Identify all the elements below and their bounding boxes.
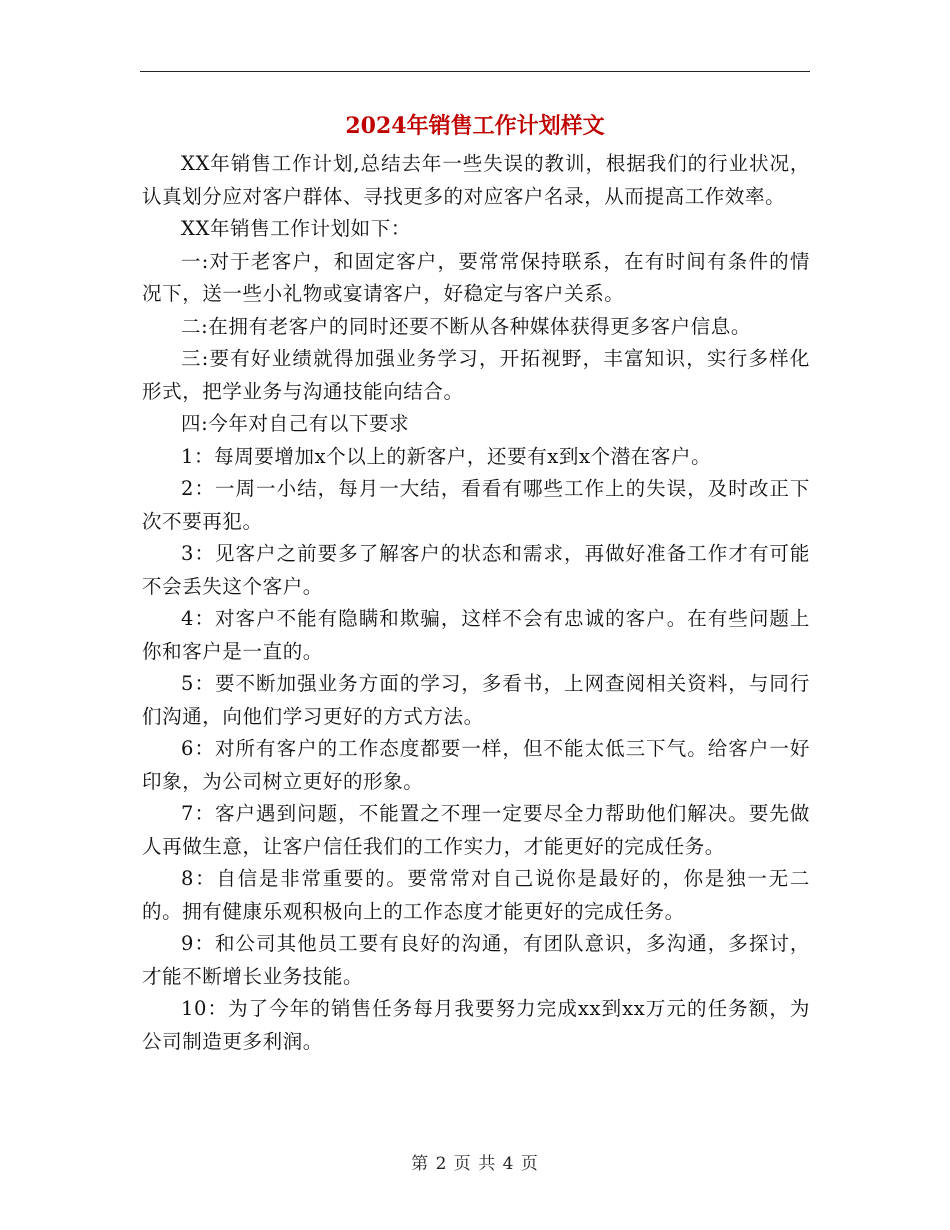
requirement-1: 1：每周要增加x个以上的新客户，还要有x到x个潜在客户。 [181, 444, 712, 468]
requirement-9: 9：和公司其他员工要有良好的沟通，有团队意识，多沟通，多探讨，才能不断增长业务技能。 [142, 932, 810, 988]
requirement-8: 8：自信是非常重要的。要常常对自己说你是最好的，你是独一无二的。拥有健康乐观积极向上的工作态度才能更好的完成任务。 [142, 867, 810, 923]
paragraph-item-2: 二:在拥有老客户的同时还要不断从各种媒体获得更多客户信息。 [181, 314, 751, 338]
header-rule [140, 71, 810, 72]
paragraph-plan-heading: XX年销售工作计划如下： [181, 217, 411, 240]
document-title: 2024年销售工作计划样文 [345, 113, 605, 139]
paragraph-item-1: 一:对于老客户，和固定客户，要常常保持联系，在有时间有条件的情况下，送一些小礼物或宴请客户，好稳定与客户关系。 [142, 249, 810, 305]
requirement-5: 5：要不断加强业务方面的学习，多看书，上网查阅相关资料，与同行们沟通，向他们学习更好的方式方法。 [142, 672, 810, 728]
paragraph-item-3: 三:要有好业绩就得加强业务学习，开拓视野，丰富知识，实行多样化形式，把学业务与沟通技能向结合。 [142, 347, 810, 403]
requirement-3: 3：见客户之前要多了解客户的状态和需求，再做好准备工作才有可能不会丢失这个客户。 [142, 542, 810, 598]
document-body [142, 148, 810, 1058]
requirement-7: 7：客户遇到问题，不能置之不理一定要尽全力帮助他们解决。要先做人再做生意，让客户信任我们的工作实力，才能更好的完成任务。 [142, 802, 810, 858]
requirement-6: 6：对所有客户的工作态度都要一样，但不能太低三下气。给客户一好印象，为公司树立更好的形象。 [142, 737, 810, 793]
page-number: 第 2 页 共 4 页 [411, 1154, 539, 1174]
paragraph-intro: XX年销售工作计划,总结去年一些失误的教训，根据我们的行业状况，认真划分应对客户群体、寻找更多的对应客户名录，从而提高工作效率。 [142, 152, 810, 208]
requirement-4: 4：对客户不能有隐瞒和欺骗，这样不会有忠诚的客户。在有些问题上你和客户是一直的。 [142, 607, 810, 663]
requirement-10: 10：为了今年的销售任务每月我要努力完成xx到xx万元的任务额，为公司制造更多利润。 [142, 997, 810, 1053]
requirement-2: 2：一周一小结，每月一大结，看看有哪些工作上的失误，及时改正下次不要再犯。 [142, 477, 810, 533]
paragraph-item-4: 四:今年对自己有以下要求 [181, 412, 410, 435]
